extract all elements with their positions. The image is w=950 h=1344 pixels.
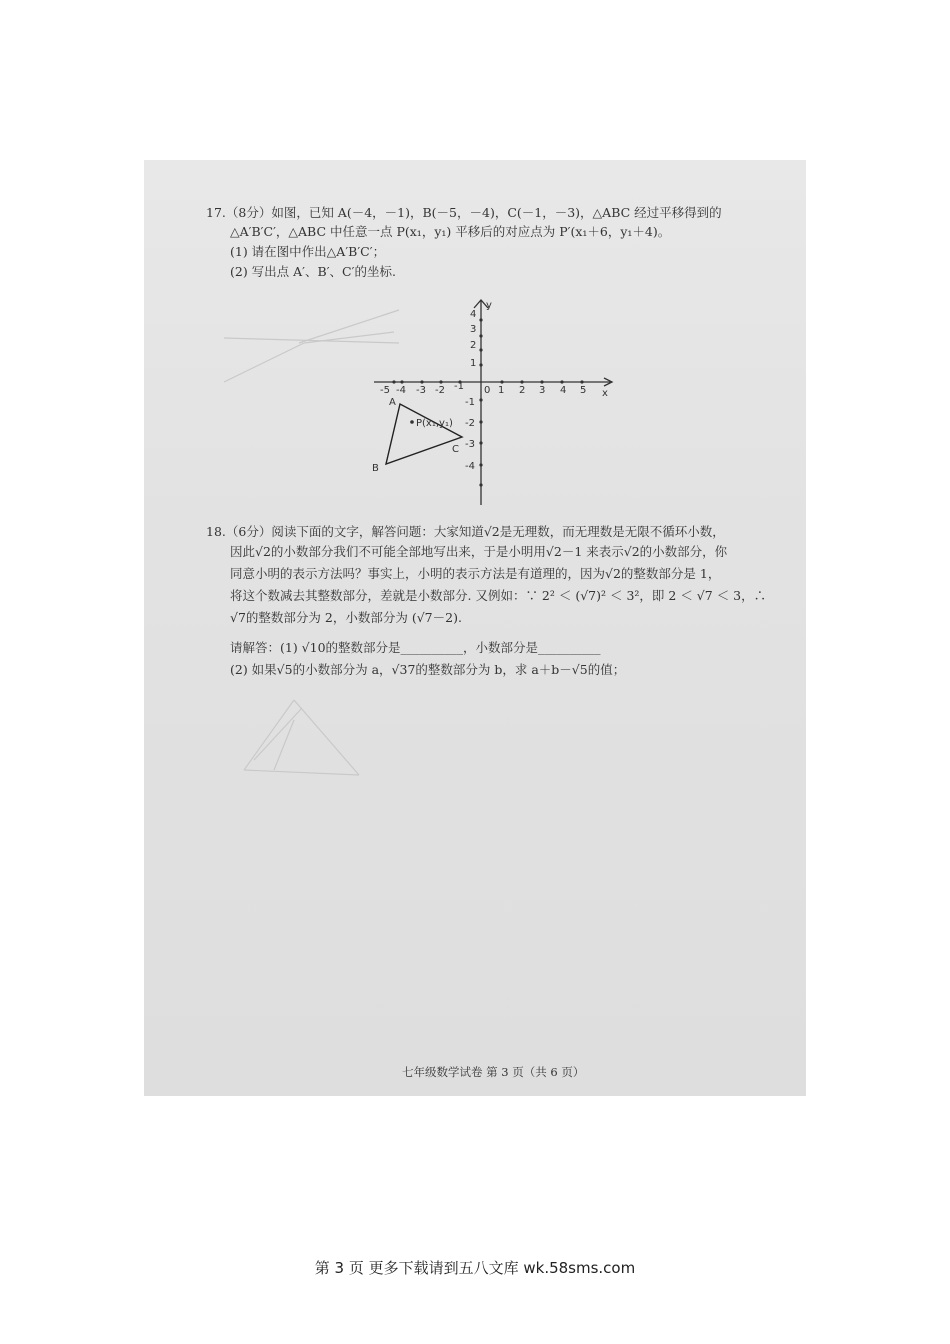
q18-line-2: 因此√2的小数部分我们不可能全部地写出来，于是小明用√2－1 来表示√2的小数部分，你	[230, 544, 728, 559]
y-tick-label: 2	[470, 340, 477, 351]
document-footer: 第 3 页 更多下载请到五八文库 wk.58sms.com	[314, 1259, 636, 1277]
q17-line-1: 17.（8分）如图，已知 A(－4，－1)，B(－5，－4)，C(－1，－3)，△ABC 经过平移得到的	[206, 205, 722, 220]
y-tick-label: 3	[470, 324, 477, 335]
x-tick-label: 1	[498, 385, 505, 396]
vertex-label-a: A	[389, 397, 396, 408]
x-tick-label: 3	[539, 385, 546, 396]
y-tick-label: -1	[465, 397, 475, 408]
coordinate-graph	[144, 160, 806, 520]
y-tick-label: 4	[470, 309, 477, 320]
x-tick-label: 2	[519, 385, 526, 396]
q17-line-2: △A′B′C′，△ABC 中任意一点 P(x₁，y₁) 平移后的对应点为 P′(x₁＋6，y₁＋4)。	[230, 224, 671, 239]
y-tick-label: -4	[465, 461, 475, 472]
triangle-abc	[386, 404, 462, 464]
x-tick-label: 4	[560, 385, 567, 396]
x-tick-label: 0	[484, 385, 491, 396]
x-tick-label: 5	[580, 385, 587, 396]
x-tick-label: -1	[454, 381, 464, 392]
exam-page-footer: 七年级数学试卷 第 3 页（共 6 页）	[402, 1065, 585, 1079]
q18-line-1: 18.（6分）阅读下面的文字，解答问题：大家知道√2是无理数，而无理数是无限不循环小数，	[206, 524, 725, 539]
x-axis-label: x	[602, 388, 608, 399]
vertex-label-b: B	[372, 463, 379, 474]
q18-line-3: 同意小明的表示方法吗？事实上，小明的表示方法是有道理的，因为√2的整数部分是 1，	[230, 566, 721, 581]
y-tick-label: -2	[465, 418, 475, 429]
q17-line-4: (2) 写出点 A′、B′、C′的坐标.	[230, 264, 396, 279]
q18-line-6: 请解答：(1) √10的整数部分是__________，小数部分是__________	[230, 640, 601, 655]
point-p-label: P(x₁,y₁)	[416, 418, 453, 429]
q18-line-5: √7的整数部分为 2，小数部分为 (√7－2).	[230, 610, 462, 625]
x-tick-label: -4	[396, 385, 406, 396]
y-axis-label: y	[486, 300, 492, 311]
y-tick-label: 1	[470, 358, 477, 369]
q17-line-3: (1) 请在图中作出△A′B′C′；	[230, 244, 386, 259]
x-tick-label: -5	[380, 385, 390, 396]
x-tick-label: -3	[416, 385, 426, 396]
q18-line-7: (2) 如果√5的小数部分为 a，√37的整数部分为 b，求 a＋b－√5的值；	[230, 662, 626, 677]
scanned-exam-page	[144, 160, 806, 1096]
q18-line-4: 将这个数减去其整数部分，差就是小数部分. 又例如：∵ 2² ＜ (√7)² ＜ 3²，即 2 ＜ √7 ＜ 3，∴	[230, 588, 767, 603]
y-tick-label: -3	[465, 439, 475, 450]
vertex-label-c: C	[452, 444, 459, 455]
point-p-dot	[410, 420, 414, 424]
x-tick-label: -2	[435, 385, 445, 396]
